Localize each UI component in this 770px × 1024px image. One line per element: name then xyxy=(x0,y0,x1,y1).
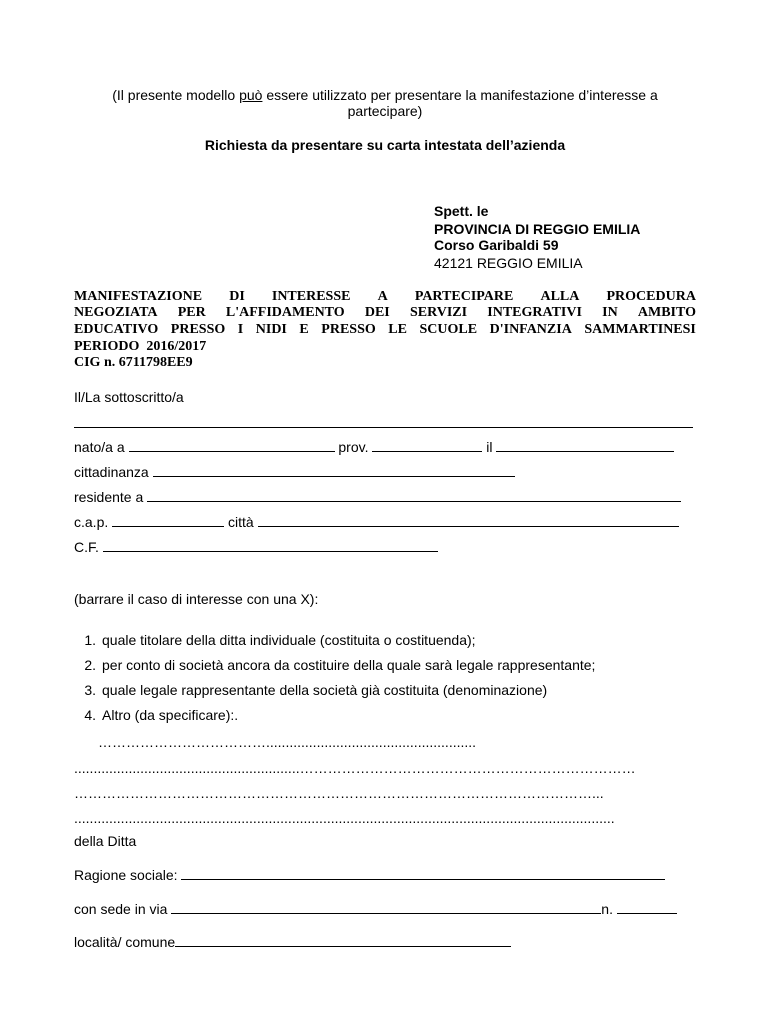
option-text: per conto di società ancora da costituire della quale sarà legale rappresentante; xyxy=(102,657,596,673)
citizenship-row xyxy=(74,464,515,481)
subject-word: NEGOZIATA xyxy=(74,305,158,320)
address-label: con sede in via xyxy=(74,901,168,917)
locality-field[interactable] xyxy=(175,934,511,947)
cap-field[interactable] xyxy=(112,514,224,527)
option-text: quale titolare della ditta individuale (costituita o costituenda); xyxy=(102,632,476,648)
subject-word: INTERESSE xyxy=(271,289,351,304)
recipient-name: PROVINCIA DI REGGIO EMILIA xyxy=(434,221,641,237)
recipient-salutation: Spett. le xyxy=(434,203,489,219)
option-number: 3. xyxy=(84,682,96,698)
option-number: 1. xyxy=(84,632,96,648)
citizenship-label: cittadinanza xyxy=(74,464,149,480)
business-name-field[interactable] xyxy=(181,867,665,880)
cf-field[interactable] xyxy=(103,539,438,552)
subject-word: A xyxy=(377,289,388,304)
subject-word: PROCEDURA xyxy=(606,289,696,304)
subject-word: PARTECIPARE xyxy=(414,289,514,304)
locality-row xyxy=(74,934,511,951)
subject-word: ALLA xyxy=(540,289,580,304)
subject-line-1 xyxy=(74,288,696,305)
other-specify-dotted-line-1[interactable]: ………………………………...................................................... xyxy=(98,734,477,750)
business-name-row xyxy=(74,867,665,884)
cap-row xyxy=(74,514,679,531)
subject-word: SCUOLE xyxy=(419,322,478,337)
subject-line-3 xyxy=(74,321,696,338)
subject-word: PER xyxy=(177,305,206,320)
option-3[interactable] xyxy=(74,682,547,699)
other-specify-dotted-line-3[interactable]: …………………………………………………………………………………………………... xyxy=(74,785,604,801)
birth-date-field[interactable] xyxy=(496,439,674,452)
subject-word: I xyxy=(237,322,244,337)
subject-word: SAMMARTINESI xyxy=(584,322,696,337)
recipient-city: 42121 REGGIO EMILIA xyxy=(434,255,583,271)
header-note-line2: partecipare) xyxy=(347,103,423,119)
locality-label: località/ comune xyxy=(74,934,176,950)
born-in-label: nato/a a xyxy=(74,439,125,455)
residence-row xyxy=(74,489,681,506)
other-specify-dotted-line-4[interactable]: ........................................................................................................................................... xyxy=(74,810,615,826)
birth-province-field[interactable] xyxy=(372,439,482,452)
subject-word: NIDI xyxy=(255,322,287,337)
street-number-label: n. xyxy=(601,901,613,917)
undersigned-name-field[interactable] xyxy=(74,427,693,428)
address-field[interactable] xyxy=(171,901,601,914)
business-name-label: Ragione sociale: xyxy=(74,867,178,883)
subject-word: MANIFESTAZIONE xyxy=(74,289,203,304)
subject-cig: CIG n. 6711798EE9 xyxy=(74,355,193,370)
subject-word: IN xyxy=(602,305,618,320)
residence-field[interactable] xyxy=(147,489,681,502)
prov-label: prov. xyxy=(338,439,369,455)
option-2[interactable] xyxy=(74,657,595,674)
subject-word: DEI xyxy=(364,305,390,320)
subject-word: PRESSO xyxy=(170,322,226,337)
option-number: 2. xyxy=(84,657,96,673)
option-1[interactable] xyxy=(74,632,476,649)
letterhead-instruction: Richiesta da presentare su carta intestata dell’azienda xyxy=(204,137,566,153)
subject-word: LE xyxy=(388,322,407,337)
subject-word: SERVIZI xyxy=(409,305,468,320)
street-number-field[interactable] xyxy=(617,901,677,914)
header-note-underlined: può xyxy=(239,87,263,103)
subject-word: L'AFFIDAMENTO xyxy=(225,305,345,320)
header-note xyxy=(60,87,710,104)
subject-word: EDUCATIVO xyxy=(74,322,159,337)
header-note-text: (Il presente modello xyxy=(112,87,240,103)
birthplace-field[interactable] xyxy=(129,439,335,452)
subject-word: AMBITO xyxy=(637,305,696,320)
undersigned-label: Il/La sottoscritto/a xyxy=(74,389,184,405)
recipient-street: Corso Garibaldi 59 xyxy=(434,237,559,253)
city-field[interactable] xyxy=(258,514,679,527)
option-text: quale legale rappresentante della società già costituita (denominazione) xyxy=(102,682,548,698)
option-text: Altro (da specificare):. xyxy=(102,707,239,723)
option-4[interactable] xyxy=(74,707,238,724)
header-note-text-2: essere utilizzato per presentare la manifestazione d’interesse a xyxy=(262,87,658,103)
company-label: della Ditta xyxy=(74,833,137,849)
cf-label: C.F. xyxy=(74,539,99,555)
born-row xyxy=(74,439,674,456)
cap-label: c.a.p. xyxy=(74,514,109,530)
city-label: città xyxy=(228,514,254,530)
subject-line-4: PERIODO 2016/2017 xyxy=(74,339,207,354)
citizenship-field[interactable] xyxy=(153,464,515,477)
subject-word: PRESSO xyxy=(321,322,376,337)
selection-instructions: (barrare il caso di interesse con una X): xyxy=(74,591,319,607)
option-number: 4. xyxy=(84,707,96,723)
resident-label: residente a xyxy=(74,489,144,505)
subject-word: E xyxy=(299,322,309,337)
subject-word: INTEGRATIVI xyxy=(487,305,582,320)
subject-word: D'INFANZIA xyxy=(489,322,572,337)
birth-date-label: il xyxy=(486,439,493,455)
cf-row xyxy=(74,539,438,556)
other-specify-dotted-line-2[interactable]: ..........................................................……………………………………………………………… xyxy=(74,760,636,776)
subject-word: DI xyxy=(229,289,245,304)
subject-line-2 xyxy=(74,304,696,321)
address-row xyxy=(74,901,677,918)
